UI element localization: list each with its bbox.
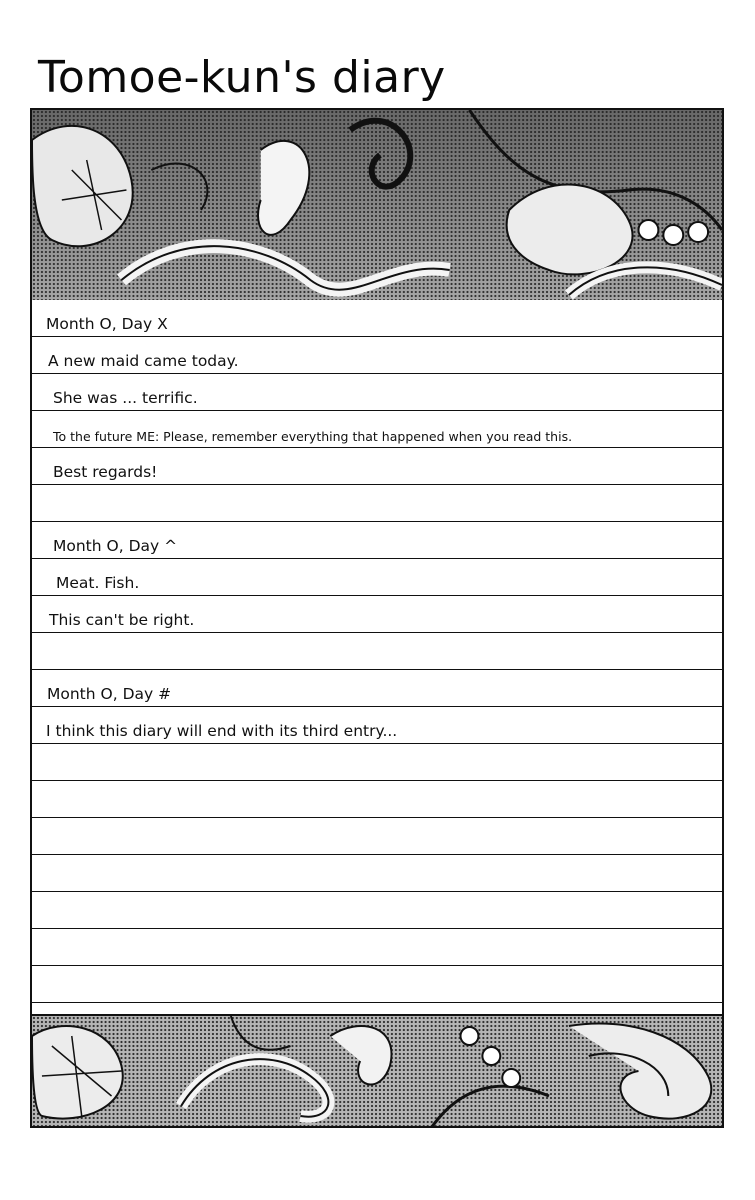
ruled-line xyxy=(32,374,722,411)
entry-date: Month O, Day X xyxy=(46,315,168,333)
ornament-illustration xyxy=(32,1016,722,1128)
ruled-line xyxy=(32,448,722,485)
ruled-line xyxy=(32,522,722,559)
ruled-line xyxy=(32,559,722,596)
ruled-line xyxy=(32,337,722,374)
entry-text: A new maid came today. xyxy=(48,352,239,370)
entry-text: I think this diary will end with its third entry... xyxy=(46,722,398,740)
ruled-line xyxy=(32,596,722,633)
entry-text: Meat. Fish. xyxy=(56,574,140,592)
ruled-lines xyxy=(32,300,722,1014)
top-ornament-banner xyxy=(32,110,722,300)
ruled-line xyxy=(32,744,722,781)
ruled-line xyxy=(32,411,722,448)
bottom-ornament-banner xyxy=(32,1014,722,1128)
entry-text: To the future ME: Please, remember everything that happened when you read this. xyxy=(53,429,573,444)
diary-page xyxy=(30,108,724,1128)
ruled-line xyxy=(32,707,722,744)
ruled-line xyxy=(32,670,722,707)
ruled-line xyxy=(32,818,722,855)
ruled-line xyxy=(32,781,722,818)
ruled-line xyxy=(32,966,722,1003)
entry-date: Month O, Day ^ xyxy=(53,537,178,555)
ruled-line xyxy=(32,929,722,966)
entry-text: Best regards! xyxy=(53,463,158,481)
ruled-line xyxy=(32,892,722,929)
entry-text: She was ... terrific. xyxy=(53,389,198,407)
diary-title: Tomoe-kun's diary xyxy=(38,52,446,103)
ruled-line xyxy=(32,855,722,892)
ruled-line xyxy=(32,633,722,670)
ruled-line xyxy=(32,300,722,337)
entry-date: Month O, Day # xyxy=(47,685,172,703)
ruled-line xyxy=(32,485,722,522)
ornament-illustration xyxy=(32,110,722,300)
entry-text: This can't be right. xyxy=(49,611,195,629)
